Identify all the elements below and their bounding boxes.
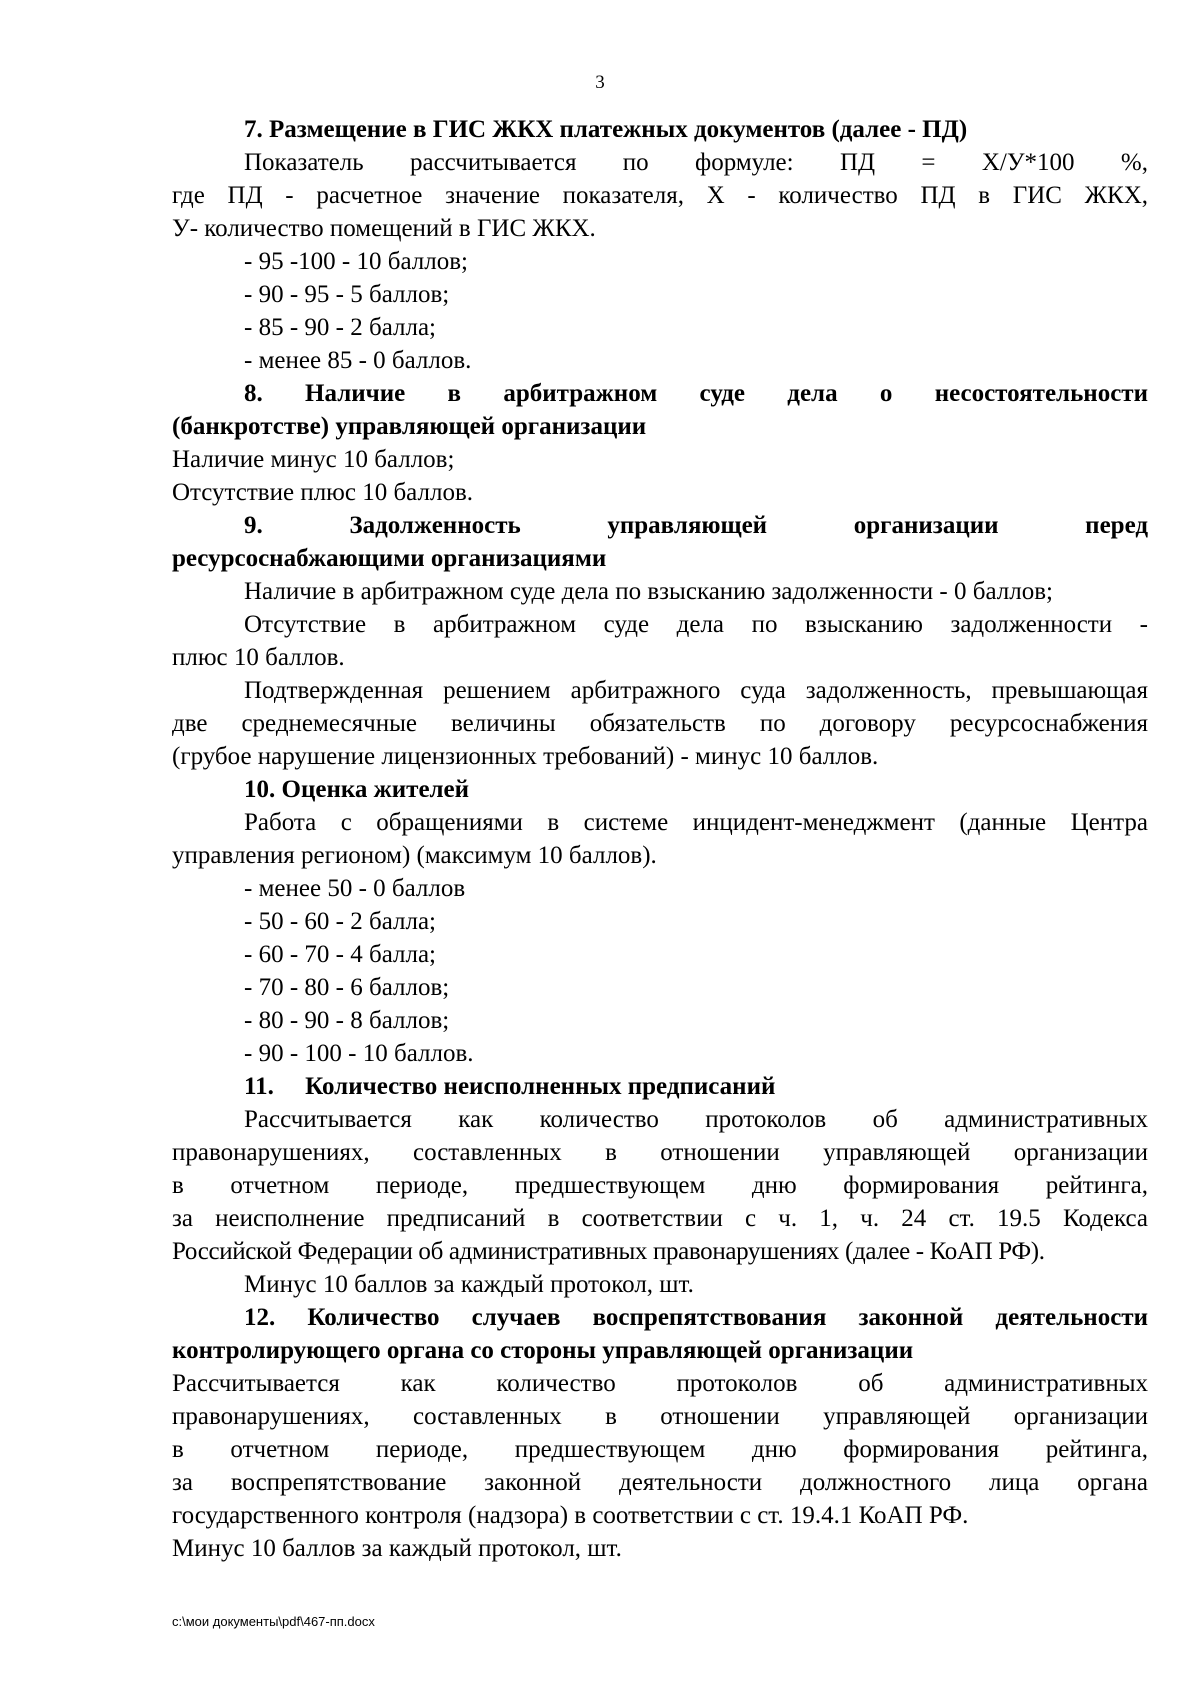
section-7-text-line: Показатель рассчитывается по формуле: ПД = Х/У*100 %, <box>244 149 1148 176</box>
section-9-text: плюс 10 баллов. <box>172 644 345 671</box>
section-11-text: в отчетном периоде, предшествующем дню формирования рейтинга, <box>172 1172 1148 1199</box>
list-item: - 90 - 100 - 10 баллов. <box>244 1040 474 1067</box>
section-12-heading: контролирующего органа со стороны управляющей организации <box>172 1337 914 1364</box>
section-9-text: две среднемесячные величины обязательств по договору ресурсоснабжения <box>172 710 1148 737</box>
section-11-text: Минус 10 баллов за каждый протокол, шт. <box>244 1271 694 1298</box>
section-9-heading: 9. Задолженность управляющей организации перед <box>244 512 1148 539</box>
list-item: - 80 - 90 - 8 баллов; <box>244 1007 450 1034</box>
page-number: 3 <box>595 72 605 93</box>
section-9-text: Подтвержденная решением арбитражного суда задолженность, превышающая <box>244 677 1148 704</box>
list-item: - 90 - 95 - 5 баллов; <box>244 281 450 308</box>
section-9-text: (грубое нарушение лицензионных требований) - минус 10 баллов. <box>172 743 879 770</box>
section-11-text: Российской Федерации об административных правонарушениях (далее - КоАП РФ). <box>172 1238 1045 1265</box>
section-12-text: Минус 10 баллов за каждый протокол, шт. <box>172 1535 622 1562</box>
section-8-text: Наличие минус 10 баллов; <box>172 446 455 473</box>
section-8-heading: (банкротстве) управляющей организации <box>172 413 647 440</box>
list-item: - менее 85 - 0 баллов. <box>244 347 472 374</box>
section-12-text: правонарушениях, составленных в отношении управляющей организации <box>172 1403 1148 1430</box>
section-9-text: Наличие в арбитражном суде дела по взысканию задолженности - 0 баллов; <box>244 578 1053 605</box>
document-body <box>172 113 1148 1565</box>
section-9-text: Отсутствие в арбитражном суде дела по взысканию задолженности - <box>244 611 1148 638</box>
section-12-heading: 12. Количество случаев воспрепятствования законной деятельности <box>244 1304 1148 1331</box>
list-item: - 85 - 90 - 2 балла; <box>244 314 437 341</box>
section-8-text: Отсутствие плюс 10 баллов. <box>172 479 474 506</box>
list-item: - 70 - 80 - 6 баллов; <box>244 974 450 1001</box>
section-11-text: за неисполнение предписаний в соответствии с ч. 1, ч. 24 ст. 19.5 Кодекса <box>172 1205 1148 1232</box>
section-12-text: государственного контроля (надзора) в соответствии с ст. 19.4.1 КоАП РФ. <box>172 1502 969 1529</box>
list-item: - менее 50 - 0 баллов <box>244 875 466 902</box>
list-item: - 95 -100 - 10 баллов; <box>244 248 468 275</box>
section-7-text-line: где ПД - расчетное значение показателя, Х - количество ПД в ГИС ЖКХ, <box>172 182 1148 209</box>
list-item: - 60 - 70 - 4 балла; <box>244 941 437 968</box>
section-10-text: Работа с обращениями в системе инцидент-менеджмент (данные Центра <box>244 809 1148 836</box>
section-9-heading: ресурсоснабжающими организациями <box>172 545 607 572</box>
section-11-heading: 11. Количество неисполненных предписаний <box>244 1073 776 1100</box>
section-8-heading: 8. Наличие в арбитражном суде дела о несостоятельности <box>244 380 1148 407</box>
section-12-text: Рассчитывается как количество протоколов об административных <box>172 1370 1148 1397</box>
section-11-text: правонарушениях, составленных в отношении управляющей организации <box>172 1139 1148 1166</box>
section-12-text: за воспрепятствование законной деятельности должностного лица органа <box>172 1469 1148 1496</box>
section-10-text: управления регионом) (максимум 10 баллов). <box>172 842 657 869</box>
section-7-text-line: У- количество помещений в ГИС ЖКХ. <box>172 215 596 242</box>
section-12-text: в отчетном периоде, предшествующем дню формирования рейтинга, <box>172 1436 1148 1463</box>
section-7-heading: 7. Размещение в ГИС ЖКХ платежных документов (далее - ПД) <box>244 116 968 143</box>
list-item: - 50 - 60 - 2 балла; <box>244 908 437 935</box>
footer-file-path: c:\мои документы\pdf\467-пп.docx <box>172 1614 375 1629</box>
section-10-heading: 10. Оценка жителей <box>244 776 470 803</box>
section-11-text: Рассчитывается как количество протоколов об административных <box>244 1106 1148 1133</box>
